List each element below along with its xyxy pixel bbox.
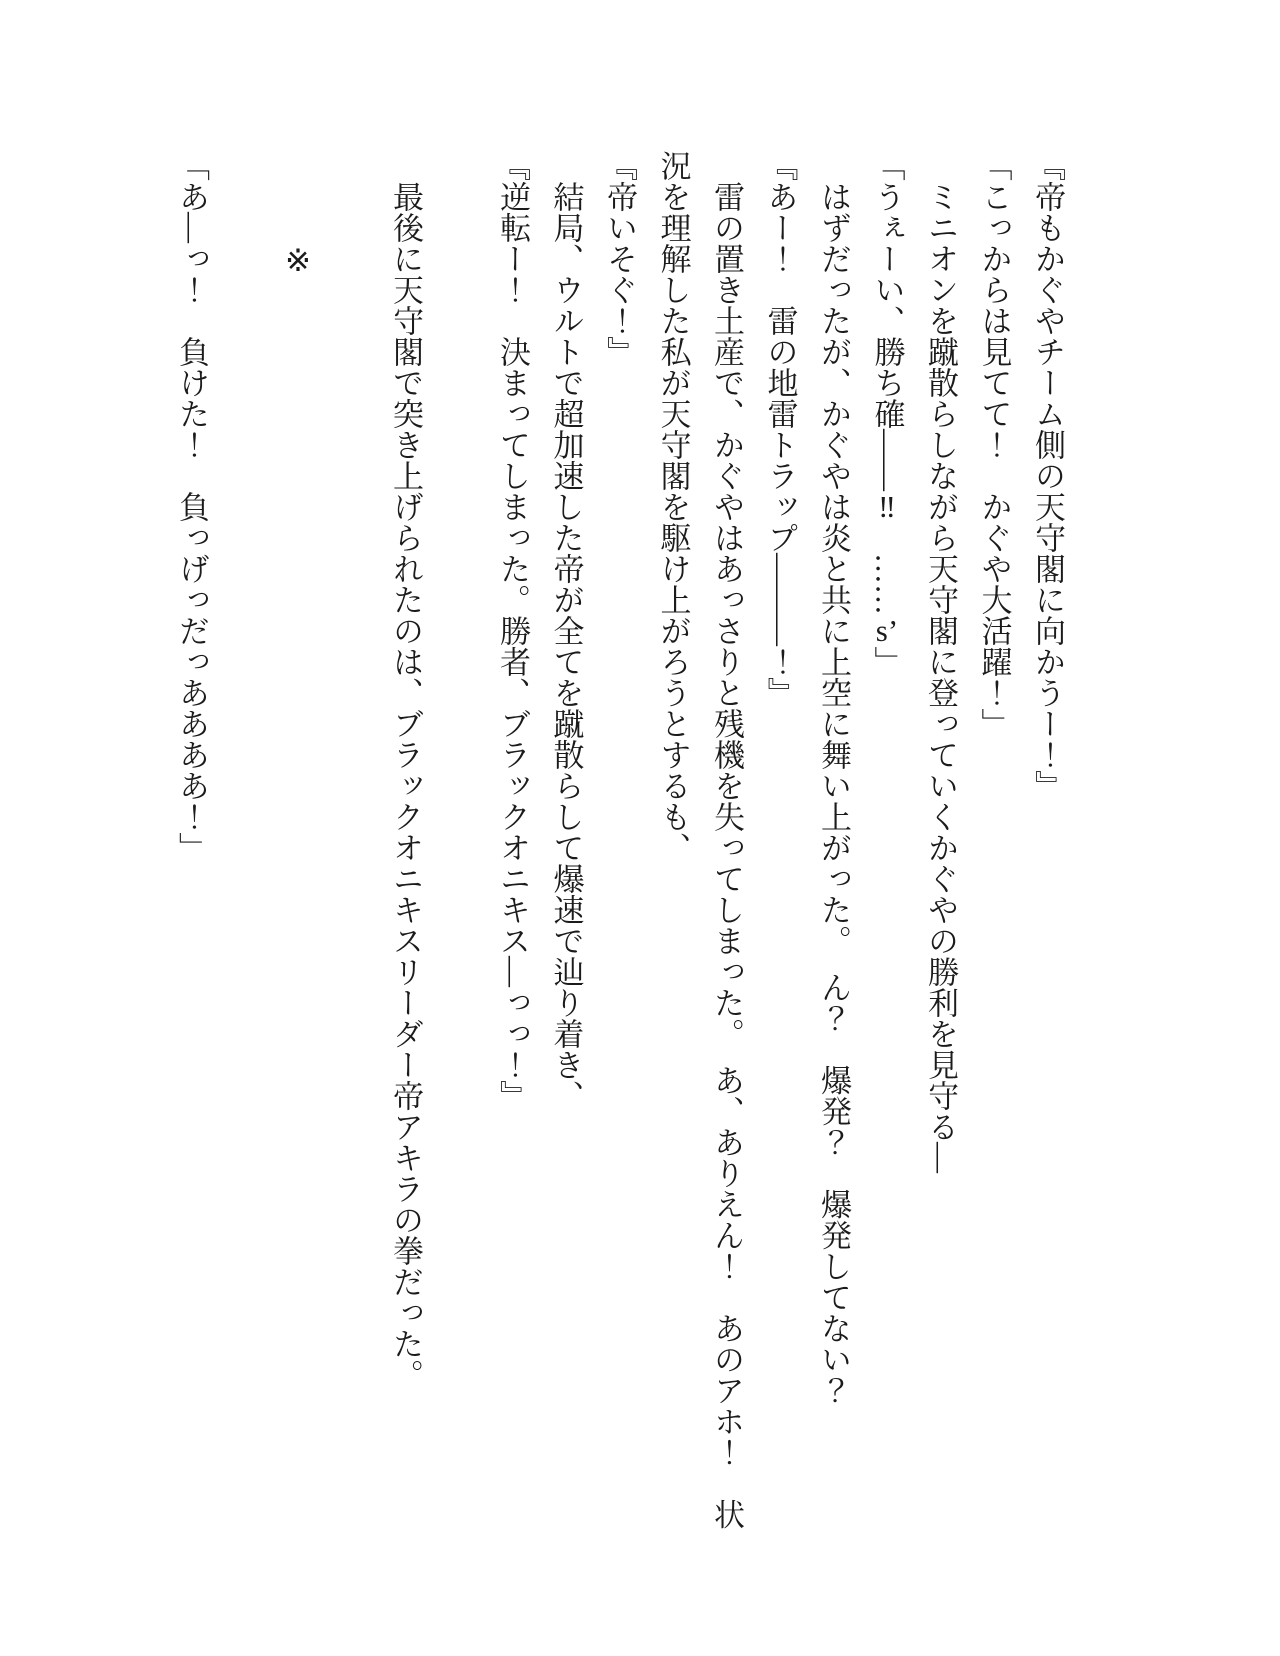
vertical-text-block — [165, 150, 1075, 1545]
dialogue-line: 「あ―っ！ 負けた！ 負っげっだっああああ！」 — [174, 150, 209, 863]
narration-line: はずだったが、かぐやは炎と共に上空に舞い上がった。 ん？ 爆発？ 爆発してない？ — [816, 181, 851, 1406]
dialogue-line: 「こっからは見てて！ かぐや大活躍！」 — [976, 150, 1012, 739]
section-break-mark: ※ — [281, 243, 316, 279]
tate-chu-yoko-text: ‼ — [878, 491, 896, 522]
dialogue-line: 『帝もかぐやチーム側の天守閣に向かうー！』 — [1030, 150, 1065, 801]
narration-line: 最後に天守閣で突き上げられたのは、ブラックオニキスリーダー帝アキラの拳だった。 — [388, 181, 423, 1390]
dialogue-line: 『帝いそぐ！』 — [602, 150, 637, 367]
tate-chu-yoko-text: s’ — [875, 615, 899, 646]
narration-line: 雷の置き土産で、かぐやはあっさりと残機を失ってしまった。 あ、ありえん！ あのアホ！ 状況を理解した私が天守閣を駆け上がろうとするも、 — [655, 150, 744, 1530]
narration-line: ミニオンを蹴散らしながら天守閣に登っていくかぐやの勝利を見守る― — [923, 181, 958, 1173]
narration-line: 結局、ウルトで超加速した帝が全てを蹴散らして爆速で辿り着き、 — [548, 181, 584, 1111]
dialogue-line: 「うぇーい、勝ち確――‼ ……s’」 — [869, 150, 905, 677]
dialogue-line: 『逆転ー！ 決まってしまった。勝者、ブラックオニキス―っっ！』 — [495, 150, 530, 1111]
dialogue-line: 『あー！ 雷の地雷トラップ―――！』 — [762, 150, 798, 708]
